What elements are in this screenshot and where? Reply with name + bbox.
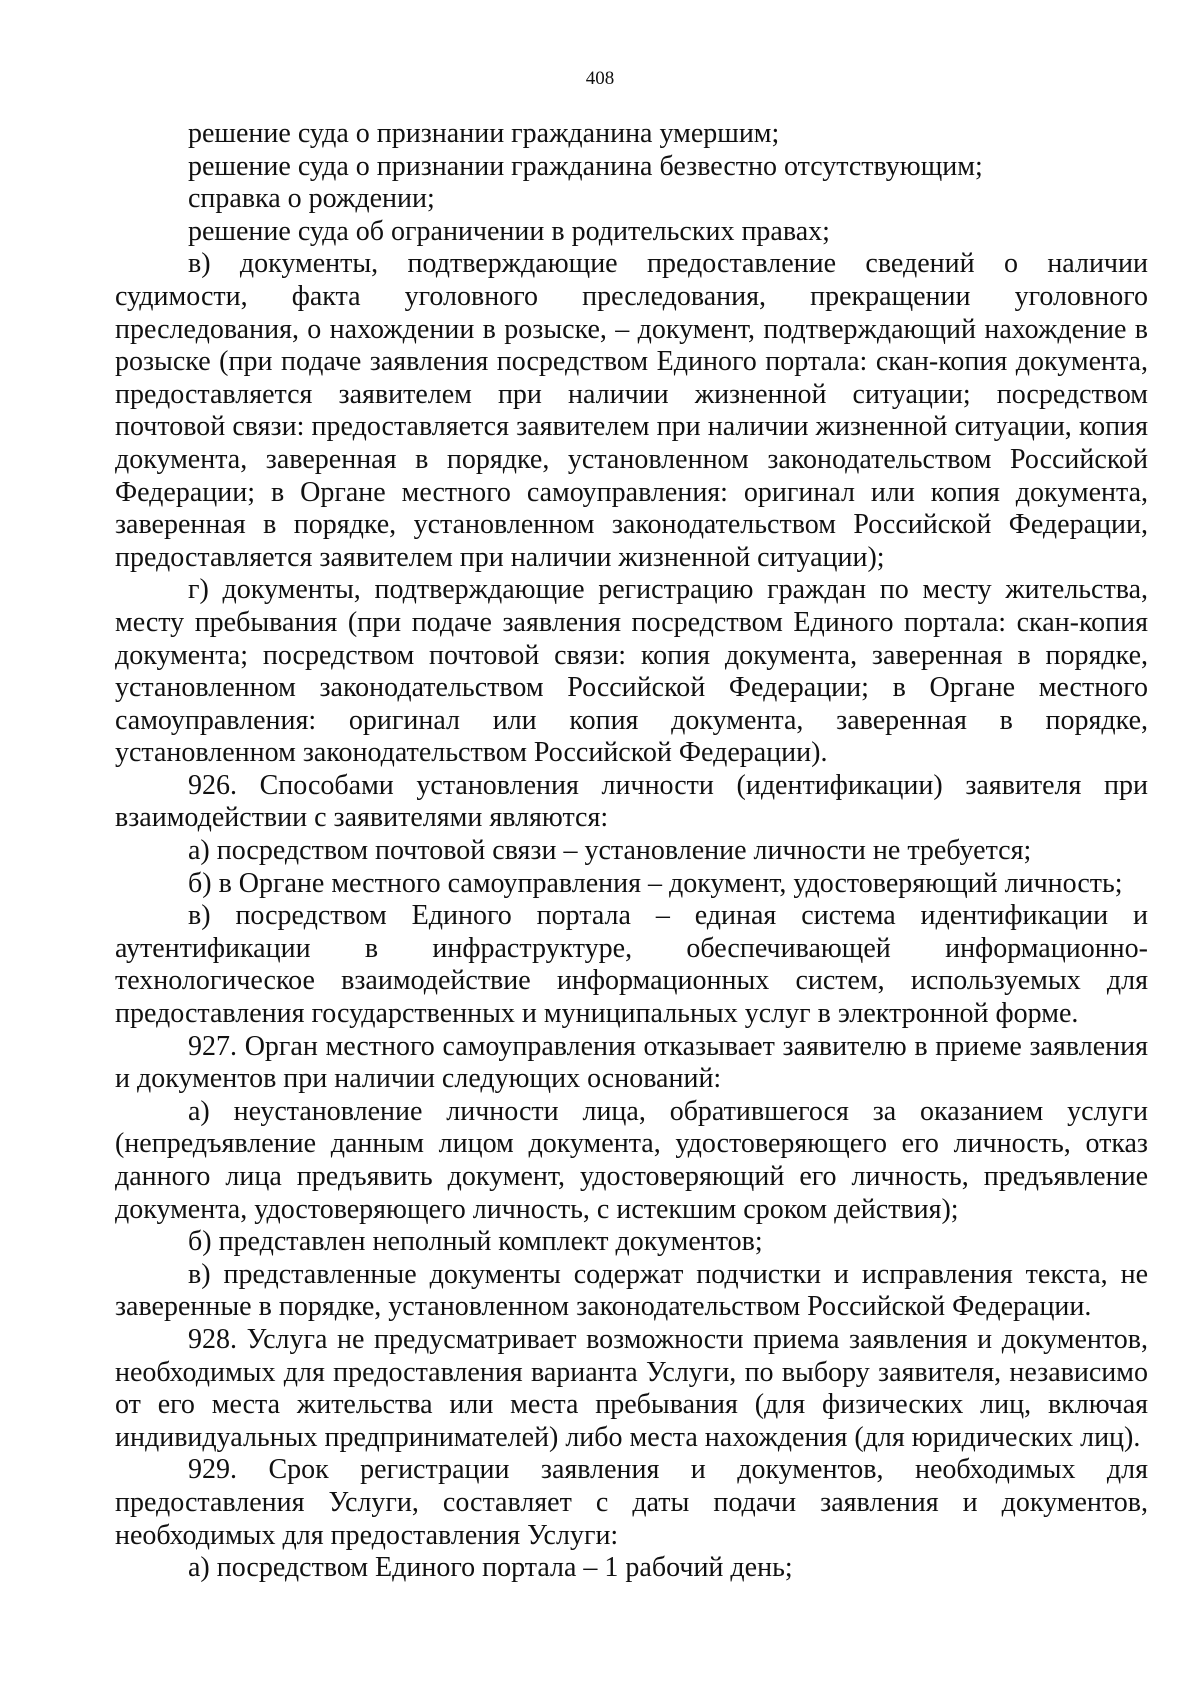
paragraph-929: 929. Срок регистрации заявления и документов, необходимых для предоставления Услуги, составляет с даты подачи заявления и документов, необходимых для предоставления Услуги: [115,1454,1148,1551]
paragraph-927-b: б) представлен неполный комплект документов; [188,1226,763,1258]
paragraph-927-v: в) представленные документы содержат подчистки и исправления текста, не заверенные в порядке, установленном законодательством Российской Федерации. [115,1258,1148,1323]
paragraph-926-b: б) в Органе местного самоуправления – документ, удостоверяющий личность; [188,867,1123,899]
paragraph-928: 928. Услуга не предусматривает возможности приема заявления и документов, необходимых для предоставления варианта Услуги, по выбору заявителя, независимо от его места жительства или места пребывания (для физических лиц, включая индивидуальных предпринимателей) либо места нахождения (для юридических лиц). [115,1323,1148,1453]
paragraph-parental-rights: решение суда об ограничении в родительских правах; [188,215,830,247]
paragraph-criminal-record: в) документы, подтверждающие предоставление сведений о наличии судимости, факта уголовного преследования, прекращении уголовного преследования, о нахождении в розыске, – документ, подтверждающий нахождение в розыске (при подаче заявления посредством Единого портала: скан-копия документа, предоставляется заявителем при наличии жизненной ситуации; посредством почтовой связи: предоставляется заявителем при наличии жизненной ситуации, копия документа, заверенная в порядке, установленном законодательством Российской Федерации; в Органе местного самоуправления: оригинал или копия документа, заверенная в порядке, установленном законодательством Российской Федерации, предоставляется заявителем при наличии жизненной ситуации); [115,248,1148,573]
paragraph-927-a: а) неустановление личности лица, обратившегося за оказанием услуги (непредъявление данным лицом документа, удостоверяющего его личность, отказ данного лица предъявить документ, удостоверяющий его личность, предъявление документа, удостоверяющего личность, с истекшим сроком действия); [115,1095,1148,1225]
paragraph-929-a: а) посредством Единого портала – 1 рабочий день; [188,1552,793,1584]
paragraph-926-v: в) посредством Единого портала – единая система идентификации и аутентификации в инфраструктуре, обеспечивающей информационно-технологическое взаимодействие информационных систем, используемых для предоставления государственных и муниципальных услуг в электронной форме. [115,900,1148,1030]
document-body [115,118,1148,1585]
page-number: 408 [585,68,615,89]
paragraph-court-missing: решение суда о признании гражданина безвестно отсутствующим; [188,150,983,182]
paragraph-court-deceased: решение суда о признании гражданина умершим; [188,118,780,149]
paragraph-927: 927. Орган местного самоуправления отказывает заявителю в приеме заявления и документов при наличии следующих оснований: [115,1030,1148,1095]
paragraph-registration: г) документы, подтверждающие регистрацию граждан по месту жительства, месту пребывания (при подаче заявления посредством Единого портала: скан-копия документа; посредством почтовой связи: копия документа, заверенная в порядке, установленном законодательством Российской Федерации; в Органе местного самоуправления: оригинал или копия документа, заверенная в порядке, установленном законодательством Российской Федерации). [115,574,1148,769]
paragraph-926: 926. Способами установления личности (идентификации) заявителя при взаимодействии с заявителями являются: [115,769,1148,834]
paragraph-birth-certificate: справка о рождении; [188,183,435,215]
paragraph-926-a: а) посредством почтовой связи – установление личности не требуется; [188,835,1032,867]
